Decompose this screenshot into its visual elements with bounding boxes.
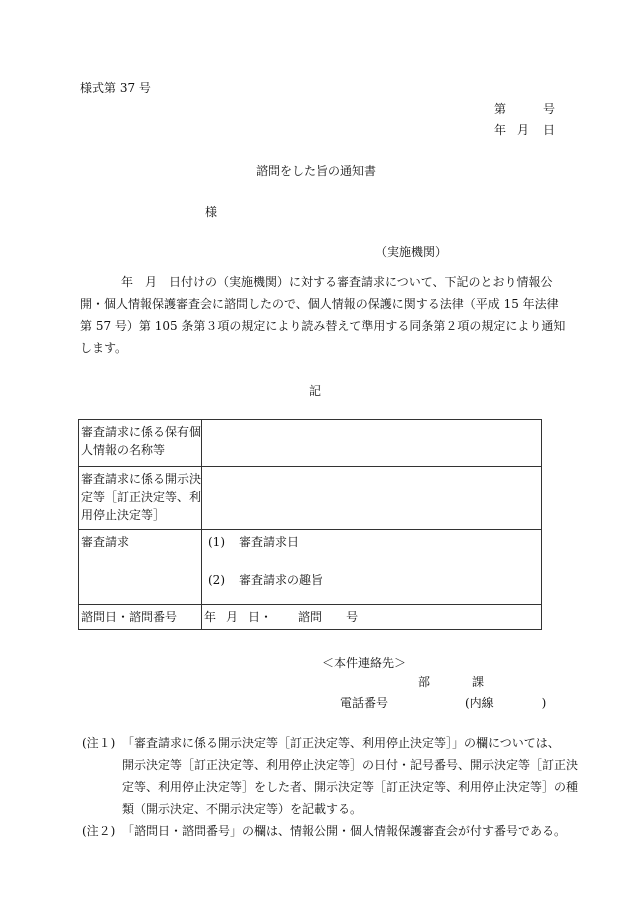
row-label-retained-info <box>79 420 202 467</box>
label-line: 人情報の名称等 <box>81 443 166 457</box>
table-row <box>79 467 542 530</box>
label-line: 用停止決定等］ <box>81 508 166 522</box>
date-year: 年 <box>494 123 507 137</box>
inquiry-number-suffix: 号 <box>346 610 359 624</box>
contact-phone-label: 電話番号 <box>340 696 389 710</box>
document-title: 諮問をした旨の通知書 <box>256 164 377 178</box>
request-item-purpose <box>204 571 539 589</box>
note-line: 定等、利用停止決定等］をした者、開示決定等［訂正決定等、利用停止決定等］の種 <box>122 780 579 794</box>
inquiry-year: 年 <box>204 610 217 624</box>
form-number: 様式第 37 号 <box>80 81 151 95</box>
request-item-text: 審査請求の趣旨 <box>239 573 324 587</box>
request-item-number: (1) <box>208 535 225 549</box>
notice-body <box>80 271 566 359</box>
body-line: 第 57 号）第 105 条第３項の規定により読み替えて準用する同条第２項の規定により通知 <box>80 319 566 333</box>
inquiry-month: 月 <box>226 610 239 624</box>
ki-heading: 記 <box>309 384 322 398</box>
row-label-inquiry: 諮問日・諮問番号 <box>79 605 202 630</box>
date-day: 日 <box>543 123 556 137</box>
note-label: (注１) <box>82 736 116 750</box>
addressee-suffix: 様 <box>205 205 218 219</box>
contact-extension: (内線 ) <box>465 696 547 710</box>
note-line: 「諮問日・諮問番号」の欄は、情報公開・個人情報保護審査会が付す番号である。 <box>122 824 567 838</box>
row-value-request <box>202 530 542 605</box>
note-line: 開示決定等［訂正決定等、利用停止決定等］の日付・記号番号、開示決定等［訂正決 <box>122 758 579 772</box>
inquiry-number-label: 諮問 <box>298 610 323 624</box>
label-line: 定等［訂正決定等、利 <box>81 490 202 504</box>
label-line: 審査請求に係る保有個 <box>81 425 202 439</box>
body-line: 開・個人情報保護審査会に諮問したので、個人情報の保護に関する法律（平成 15 年法律 <box>80 297 559 311</box>
note-label: (注２) <box>82 824 116 838</box>
notes-section <box>82 732 579 842</box>
inquiry-day: 日・ <box>248 610 273 624</box>
row-value-retained-info <box>202 420 542 467</box>
note-line: 類（開示決定、不開示決定等）を記載する。 <box>122 802 363 816</box>
row-label-disclosure-decision <box>79 467 202 530</box>
date-month: 月 <box>517 123 530 137</box>
note-2 <box>82 820 567 842</box>
doc-number-suffix: 号 <box>543 102 556 116</box>
body-line: します。 <box>80 341 128 355</box>
record-table <box>78 419 542 630</box>
row-value-inquiry <box>202 605 542 630</box>
row-value-disclosure-decision <box>202 467 542 530</box>
contact-section: 課 <box>472 675 485 689</box>
doc-number-label: 第 <box>494 102 507 116</box>
request-item-number: (2) <box>208 573 225 587</box>
contact-dept: 部 <box>418 675 431 689</box>
note-1 <box>82 732 579 820</box>
body-line: 年 月 日付けの（実施機関）に対する審査請求について、下記のとおり情報公 <box>121 275 553 289</box>
table-row <box>79 420 542 467</box>
table-row <box>79 605 542 630</box>
label-line: 審査請求に係る開示決 <box>81 472 202 486</box>
note-line: 「審査請求に係る開示決定等［訂正決定等、利用停止決定等］」の欄については、 <box>122 736 560 750</box>
request-item-text: 審査請求日 <box>239 535 300 549</box>
row-label-request: 審査請求 <box>79 530 202 605</box>
table-row <box>79 530 542 605</box>
request-item-date <box>204 533 539 551</box>
contact-title: ＜本件連絡先＞ <box>322 656 407 670</box>
issuer: （実施機関） <box>375 245 448 259</box>
